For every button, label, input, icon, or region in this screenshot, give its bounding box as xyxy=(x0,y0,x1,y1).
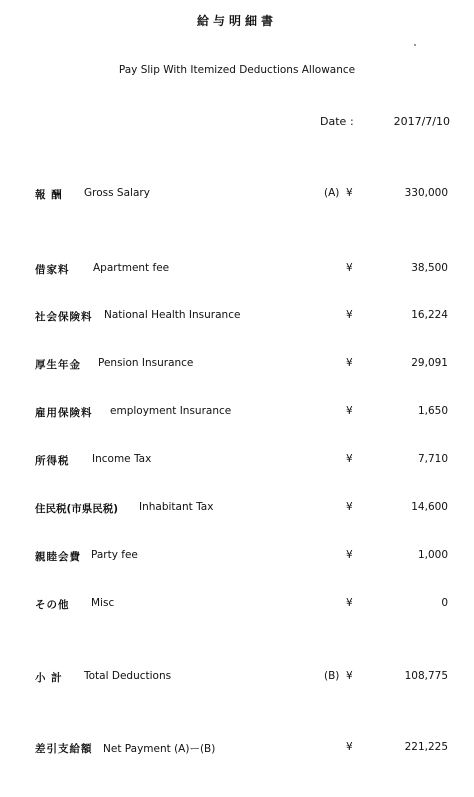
yen-symbol: ¥ xyxy=(346,501,353,513)
row-jp-label: 差引支給額 xyxy=(35,743,93,755)
date-value: 2017/7/10 xyxy=(393,115,450,128)
row-en-label: Income Tax xyxy=(92,453,152,465)
row-gross-salary xyxy=(0,187,474,205)
yen-symbol: ¥ xyxy=(346,670,353,682)
row-en-label: Apartment fee xyxy=(93,262,170,274)
yen-symbol: ¥ xyxy=(346,405,353,417)
row-amount: 1,650 xyxy=(417,405,448,417)
row-en-label: employment Insurance xyxy=(110,405,232,417)
row-jp-label: 社会保険料 xyxy=(35,311,93,323)
row-employment-insurance xyxy=(0,405,474,423)
row-amount: 0 xyxy=(441,597,448,609)
row-en-label: National Health Insurance xyxy=(104,309,241,321)
row-net-payment xyxy=(0,741,474,759)
row-income-tax xyxy=(0,453,474,471)
document-subtitle: Pay Slip With Itemized Deductions Allowance xyxy=(118,64,356,76)
row-amount: 38,500 xyxy=(411,262,448,274)
row-jp-label: 借家料 xyxy=(35,264,70,276)
yen-symbol: ¥ xyxy=(346,187,353,199)
yen-symbol: ¥ xyxy=(346,357,353,369)
row-amount: 14,600 xyxy=(411,501,448,513)
row-apartment-fee xyxy=(0,262,474,280)
yen-symbol: ¥ xyxy=(346,453,353,465)
yen-symbol: ¥ xyxy=(346,309,353,321)
row-jp-label: 小 計 xyxy=(35,672,63,684)
row-jp-label: 雇用保険料 xyxy=(35,407,93,419)
yen-symbol: ¥ xyxy=(346,741,353,753)
row-amount: 221,225 xyxy=(404,741,448,753)
row-jp-label: その他 xyxy=(35,599,70,611)
document-title: 給与明細書 xyxy=(196,14,277,28)
row-mark: (B) xyxy=(324,670,340,682)
row-jp-label: 所得税 xyxy=(35,455,70,467)
row-total-deductions xyxy=(0,670,474,688)
row-pension-insurance xyxy=(0,357,474,375)
row-amount: 1,000 xyxy=(417,549,448,561)
scan-speck xyxy=(414,44,416,46)
row-en-label: Gross Salary xyxy=(84,187,150,199)
row-amount: 29,091 xyxy=(411,357,448,369)
row-mark: (A) xyxy=(324,187,340,199)
row-en-label: Net Payment (A)ー(B) xyxy=(103,743,216,755)
row-amount: 108,775 xyxy=(404,670,448,682)
row-en-label: Inhabitant Tax xyxy=(139,501,214,513)
row-en-label: Pension Insurance xyxy=(98,357,194,369)
row-jp-label: 厚生年金 xyxy=(35,359,81,371)
row-en-label: Party fee xyxy=(91,549,138,561)
row-en-label: Total Deductions xyxy=(84,670,172,682)
yen-symbol: ¥ xyxy=(346,262,353,274)
row-en-label: Misc xyxy=(91,597,115,609)
yen-symbol: ¥ xyxy=(346,597,353,609)
date-label: Date xyxy=(320,115,347,128)
row-amount: 7,710 xyxy=(417,453,448,465)
row-jp-label: 親睦会費 xyxy=(35,551,81,563)
row-jp-label: 住民税(市県民税) xyxy=(35,503,119,515)
row-party-fee xyxy=(0,549,474,567)
row-national-health-insurance xyxy=(0,309,474,327)
row-amount: 330,000 xyxy=(404,187,448,199)
row-amount: 16,224 xyxy=(411,309,448,321)
date-colon: : xyxy=(350,115,354,128)
row-jp-label: 報 酬 xyxy=(35,189,63,201)
row-inhabitant-tax xyxy=(0,501,474,519)
row-misc xyxy=(0,597,474,615)
yen-symbol: ¥ xyxy=(346,549,353,561)
